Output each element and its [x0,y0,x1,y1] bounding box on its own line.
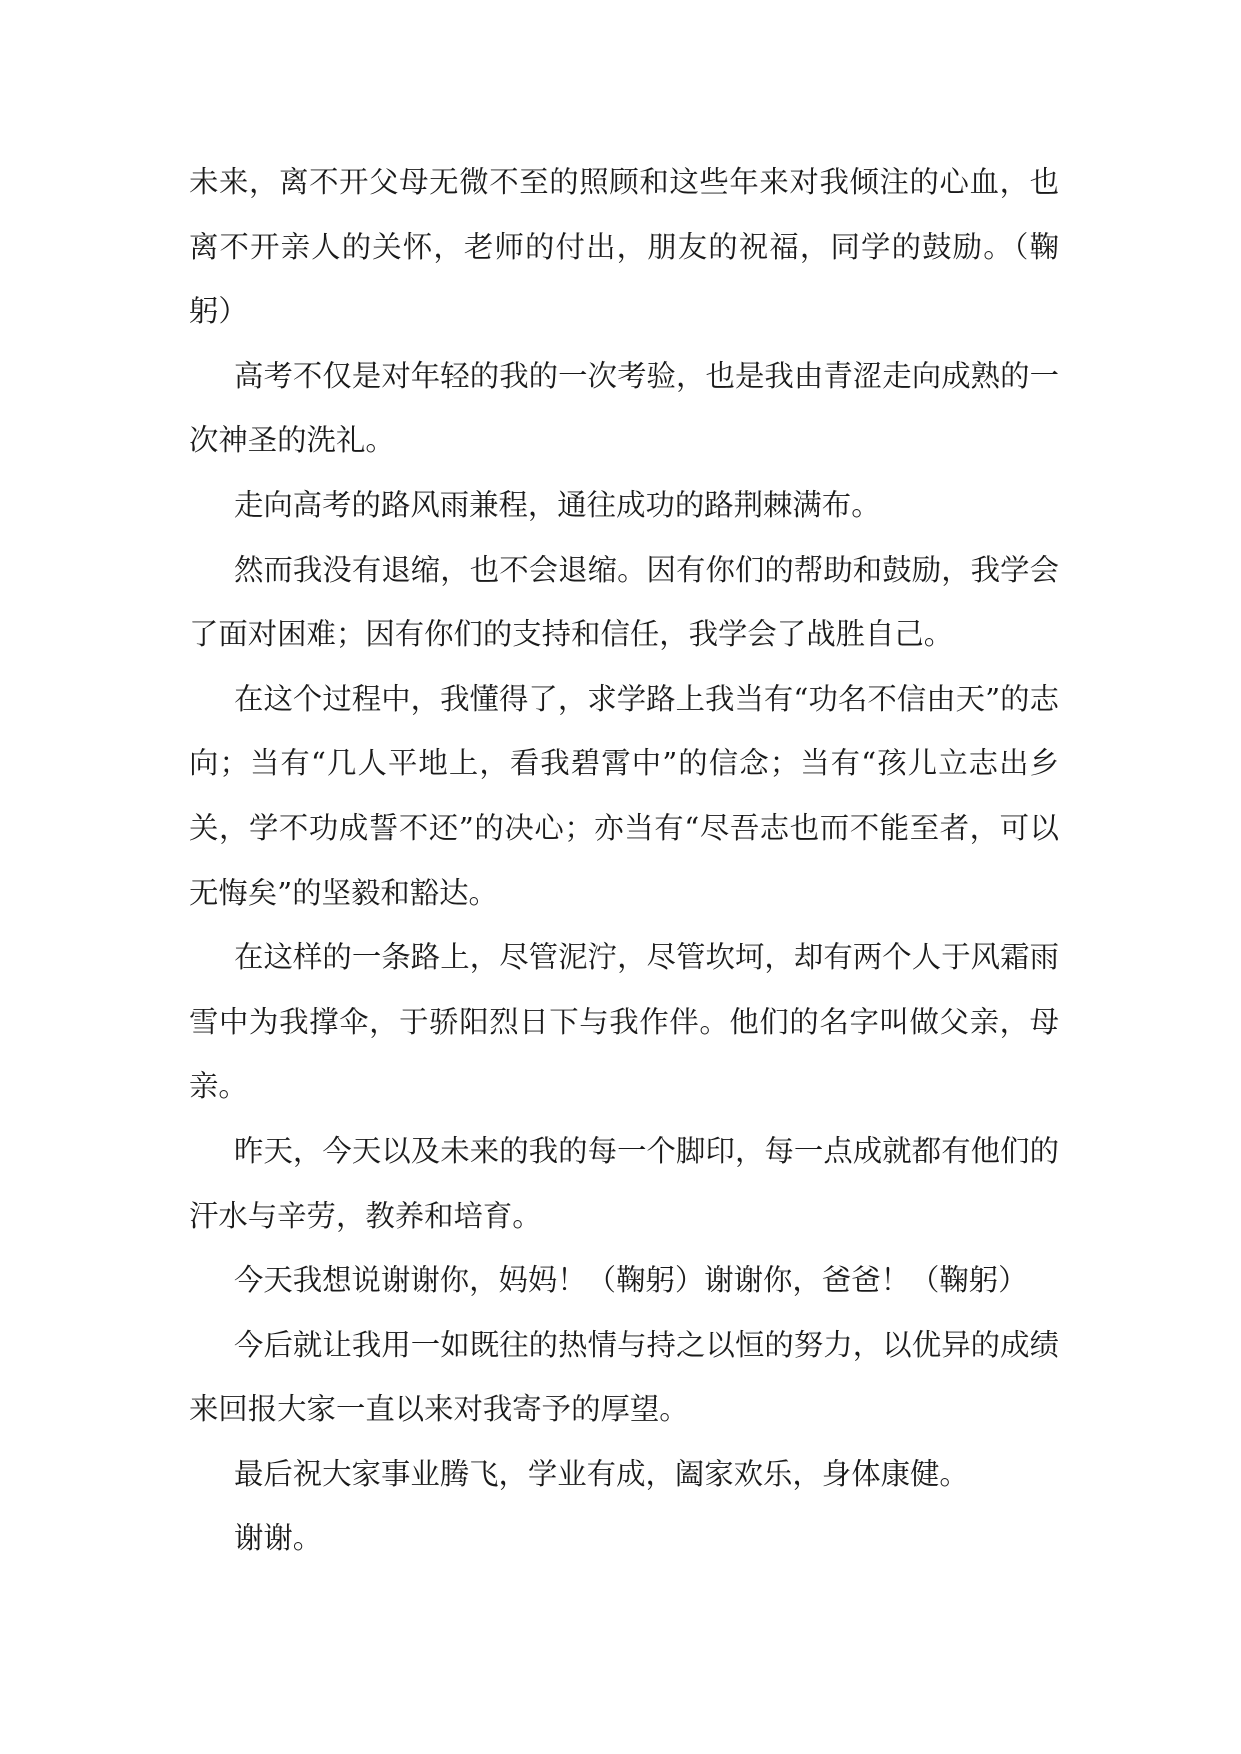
document-body [189,150,1059,1571]
paragraph-6: 在这样的一条路上，尽管泥泞，尽管坎坷，却有两个人于风霜雨雪中为我撑伞，于骄阳烈日下与我作伴。他们的名字叫做父亲，母亲。 [189,940,1059,1104]
paragraph-3: 走向高考的路风雨兼程，通往成功的路荆棘满布。 [234,487,881,522]
paragraph-9: 今后就让我用一如既往的热情与持之以恒的努力，以优异的成绩来回报大家一直以来对我寄予的厚望。 [189,1327,1059,1427]
paragraph-11: 谢谢。 [234,1521,323,1556]
paragraph-5: 在这个过程中，我懂得了，求学路上我当有“功名不信由天”的志向；当有“几人平地上，看我碧霄中”的信念；当有“孩儿立志出乡关，学不功成誓不还”的决心；亦当有“尽吾志也而不能至者，可以无悔矣”的坚毅和豁达。 [189,681,1059,910]
paragraph-10: 最后祝大家事业腾飞，学业有成，阖家欢乐，身体康健。 [234,1456,969,1491]
paragraph-8: 今天我想说谢谢你，妈妈！（鞠躬）谢谢你，爸爸！（鞠躬） [234,1263,1028,1298]
paragraph-2: 高考不仅是对年轻的我的一次考验，也是我由青涩走向成熟的一次神圣的洗礼。 [189,358,1059,458]
paragraph-1: 未来，离不开父母无微不至的照顾和这些年来对我倾注的心血，也离不开亲人的关怀，老师的付出，朋友的祝福，同学的鼓励。（鞠躬） [189,165,1059,329]
paragraph-7: 昨天，今天以及未来的我的每一个脚印，每一点成就都有他们的汗水与辛劳，教养和培育。 [189,1133,1059,1233]
paragraph-4: 然而我没有退缩，也不会退缩。因有你们的帮助和鼓励，我学会了面对困难；因有你们的支持和信任，我学会了战胜自己。 [189,552,1059,652]
